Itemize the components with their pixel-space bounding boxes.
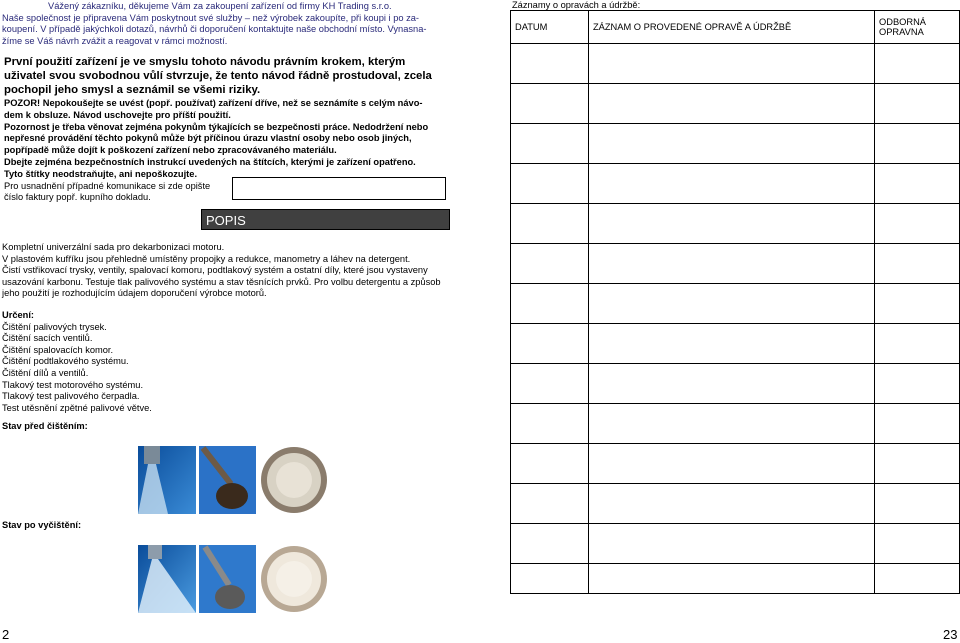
state-before-label: Stav před čištěním: xyxy=(2,421,88,431)
records-title: Záznamy o opravách a údržbě: xyxy=(512,0,641,10)
page-number-right: 23 xyxy=(943,627,958,642)
description-p1: Kompletní univerzální sada pro dekarbonizaci motoru. xyxy=(2,242,225,252)
warning-safety: Dbejte zejména bezpečnostních instrukcí uvedených na štítcích, kterými je zařízení opatřeno. xyxy=(4,156,416,167)
table-row[interactable] xyxy=(511,444,960,484)
invoice-note-2: číslo faktury popř. kupního dokladu. xyxy=(4,192,151,203)
page-number-left: 2 xyxy=(2,627,10,642)
usage-item: Tlakový test motorového systému. xyxy=(2,379,144,390)
table-row[interactable] xyxy=(511,564,960,594)
intro-line-3: koupení. V případě jakýchkoli dotazů, návrhů či doporučení kontaktujte naše obchodní místo. Vynasna- xyxy=(2,24,427,35)
usage-item: Test utěsnění zpětné palivové větve. xyxy=(2,402,152,413)
table-row[interactable] xyxy=(511,284,960,324)
injector-dirty-photo xyxy=(138,446,196,514)
table-row[interactable] xyxy=(511,364,960,404)
table-row[interactable] xyxy=(511,524,960,564)
table-row[interactable] xyxy=(511,484,960,524)
first-use-notice: První použití zařízení je ve smyslu tohoto návodu právním krokem, kterým uživatel svou svobodnou vůlí stvrzuje, že tento návod řádně prostudoval, zcela pochopil jeho smysl a seznámil se všemi riziky. xyxy=(4,56,432,96)
table-row[interactable] xyxy=(511,324,960,364)
valve-dirty-photo xyxy=(199,446,256,514)
piston-clean-photo xyxy=(259,545,330,613)
table-row[interactable] xyxy=(511,164,960,204)
usage-item: Čištění palivových trysek. xyxy=(2,321,107,332)
warning-labels: Tyto štítky neodstraňujte, ani nepoškozujte. xyxy=(4,168,198,179)
section-title-popis xyxy=(201,209,450,230)
table-row[interactable] xyxy=(511,244,960,284)
table-row[interactable] xyxy=(511,124,960,164)
usage-item: Čištění sacích ventilů. xyxy=(2,333,93,344)
table-row[interactable] xyxy=(511,84,960,124)
invoice-number-box[interactable] xyxy=(232,177,446,200)
invoice-note-1: Pro usnadnění případné komunikace si zde opište xyxy=(4,180,211,191)
warning-pozor-cont: dem k obsluze. Návod uschovejte pro příští použití. xyxy=(4,109,231,120)
usage-item: Čištění spalovacích komor. xyxy=(2,344,114,355)
table-row[interactable] xyxy=(511,404,960,444)
header-service: ODBORNÁ OPRAVNA xyxy=(875,11,960,44)
intro-line-4: žíme se Váš návrh zvážit a reagovat v rámci možností. xyxy=(2,35,228,46)
usage-title: Určení: xyxy=(2,310,35,320)
valve-clean-photo xyxy=(199,545,256,613)
usage-item: Čištění dílů a ventilů. xyxy=(2,367,89,378)
warning-attention: Pozornost je třeba věnovat zejména pokynům týkajících se bezpečnosti práce. Nedodržení nebo nepřesné provádění těchto pokynů může být příčinou úrazu vlastní osoby nebo osob jiných, popřípadě může dojít k poškození zařízení nebo zpracovávaného materiálu. xyxy=(4,121,429,156)
piston-dirty-photo xyxy=(259,446,330,514)
intro-paragraph xyxy=(2,1,450,47)
table-row[interactable] xyxy=(511,204,960,244)
header-date: DATUM xyxy=(511,11,589,44)
usage-item: Čištění podtlakového systému. xyxy=(2,356,129,367)
intro-line-2: Naše společnost je připravena Vám poskytnout své služby – než výrobek zakoupíte, při koupi i po za- xyxy=(2,12,420,23)
table-row[interactable] xyxy=(511,44,960,84)
maintenance-records-table xyxy=(510,10,960,594)
description xyxy=(2,242,452,300)
section-title-text: POPIS xyxy=(206,213,246,228)
description-p2: V plastovém kufříku jsou přehledně umístěny propojky a redukce, manometry a láhev na detergent. xyxy=(2,253,411,264)
intro-greeting: Vážený zákazníku, děkujeme Vám za zakoupení zařízení od firmy KH Trading s.r.o. xyxy=(48,1,392,11)
state-after-label: Stav po vyčištění: xyxy=(2,520,82,530)
usage-item: Tlakový test palivového čerpadla. xyxy=(2,391,140,402)
header-record: ZÁZNAM O PROVEDENÉ OPRAVĚ A ÚDRŽBĚ xyxy=(589,11,875,44)
usage-list xyxy=(2,310,302,414)
description-p3: Čistí vstřikovací trysky, ventily, spalovací komoru, podtlakový systém a ostatní díly, které jsou vystaveny usazování karbonu. Testuje tlak palivového systému a stav těsnících prvků. Pro volbu detergentu a způsob jeho použití je rozhodujícím údajem doporučení výrobce motorů. xyxy=(2,265,441,299)
injector-clean-photo xyxy=(138,545,196,613)
table-header-row xyxy=(511,11,960,44)
warning-pozor: POZOR! Nepokoušejte se uvést (popř. používat) zařízení dříve, než se seznámíte s celým návo- xyxy=(4,98,423,108)
